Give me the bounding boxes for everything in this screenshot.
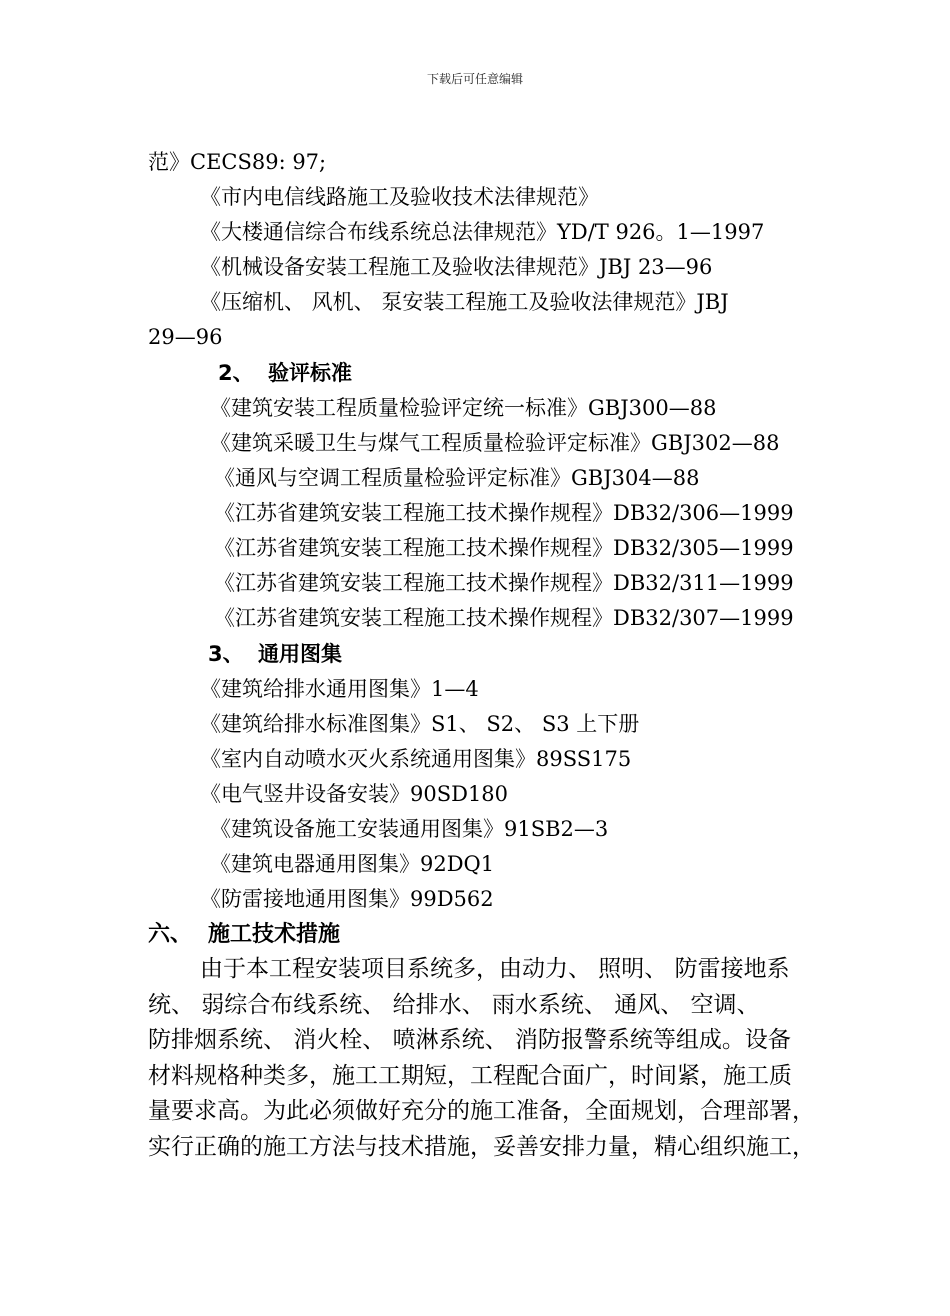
atlas-line: 《建筑电器通用图集》92DQ1 <box>210 852 495 876</box>
section-number: 3、 <box>208 642 244 666</box>
paragraph-line: 实行正确的施工方法与技术措施，妥善安排力量，精心组织施工， <box>148 1133 815 1160</box>
atlas-line: 《防雷接地通用图集》99D562 <box>200 887 494 911</box>
reference-line: 《大楼通信综合布线系统总法律规范》YD/T 926。1—1997 <box>200 220 765 244</box>
reference-line: 《压缩机、 风机、 泵安装工程施工及验收法律规范》JBJ <box>200 290 729 314</box>
section-number: 六、 <box>148 922 193 947</box>
section-title: 通用图集 <box>258 642 342 666</box>
standard-line: 《建筑采暖卫生与煤气工程质量检验评定标准》GBJ302—88 <box>210 431 780 455</box>
section-6-heading <box>148 921 340 949</box>
section-number: 2、 <box>218 361 254 385</box>
body-paragraph <box>148 952 868 1165</box>
paragraph-line: 防排烟系统、 消火栓、 喷淋系统、 消防报警系统等组成。设备 <box>148 1027 791 1053</box>
reference-line: 《市内电信线路施工及验收技术法律规范》 <box>200 185 599 209</box>
section-3-heading <box>208 640 342 668</box>
atlas-line: 《室内自动喷水灭火系统通用图集》89SS175 <box>200 747 632 771</box>
standard-line: 《江苏省建筑安装工程施工技术操作规程》DB32/306—1999 <box>214 501 794 525</box>
atlas-line: 《建筑给排水通用图集》1—4 <box>200 677 479 701</box>
standard-line: 《江苏省建筑安装工程施工技术操作规程》DB32/307—1999 <box>214 606 794 630</box>
section-title: 施工技术措施 <box>208 922 341 947</box>
standard-line: 《江苏省建筑安装工程施工技术操作规程》DB32/305—1999 <box>214 536 794 560</box>
standard-line: 《江苏省建筑安装工程施工技术操作规程》DB32/311—1999 <box>214 571 794 595</box>
section-2-heading <box>218 359 352 387</box>
standard-line: 《建筑安装工程质量检验评定统一标准》GBJ300—88 <box>210 396 717 420</box>
standard-line: 《通风与空调工程质量检验评定标准》GBJ304—88 <box>214 466 700 490</box>
paragraph-line: 量要求高。为此必须做好充分的施工准备，全面规划，合理部署， <box>148 1098 815 1124</box>
atlas-line: 《建筑设备施工安装通用图集》91SB2—3 <box>210 817 609 841</box>
reference-line: 29—96 <box>148 325 223 349</box>
paragraph-line: 由于本工程安装项目系统多，由动力、 照明、 防雷接地系 <box>200 956 790 982</box>
reference-line: 范》CECS89: 97; <box>148 150 327 174</box>
atlas-line: 《建筑给排水标准图集》S1、 S2、 S3 上下册 <box>200 712 640 736</box>
reference-line: 《机械设备安装工程施工及验收法律规范》JBJ 23—96 <box>200 255 713 279</box>
page-header-note: 下载后可任意编辑 <box>426 72 523 86</box>
atlas-line: 《电气竖井设备安装》90SD180 <box>200 782 509 806</box>
section-title: 验评标准 <box>268 361 352 385</box>
paragraph-line: 材料规格种类多，施工工期短，工程配合面广，时间紧，施工质 <box>148 1062 792 1089</box>
paragraph-line: 统、 弱综合布线系统、 给排水、 雨水系统、 通风、 空调、 <box>148 991 760 1018</box>
